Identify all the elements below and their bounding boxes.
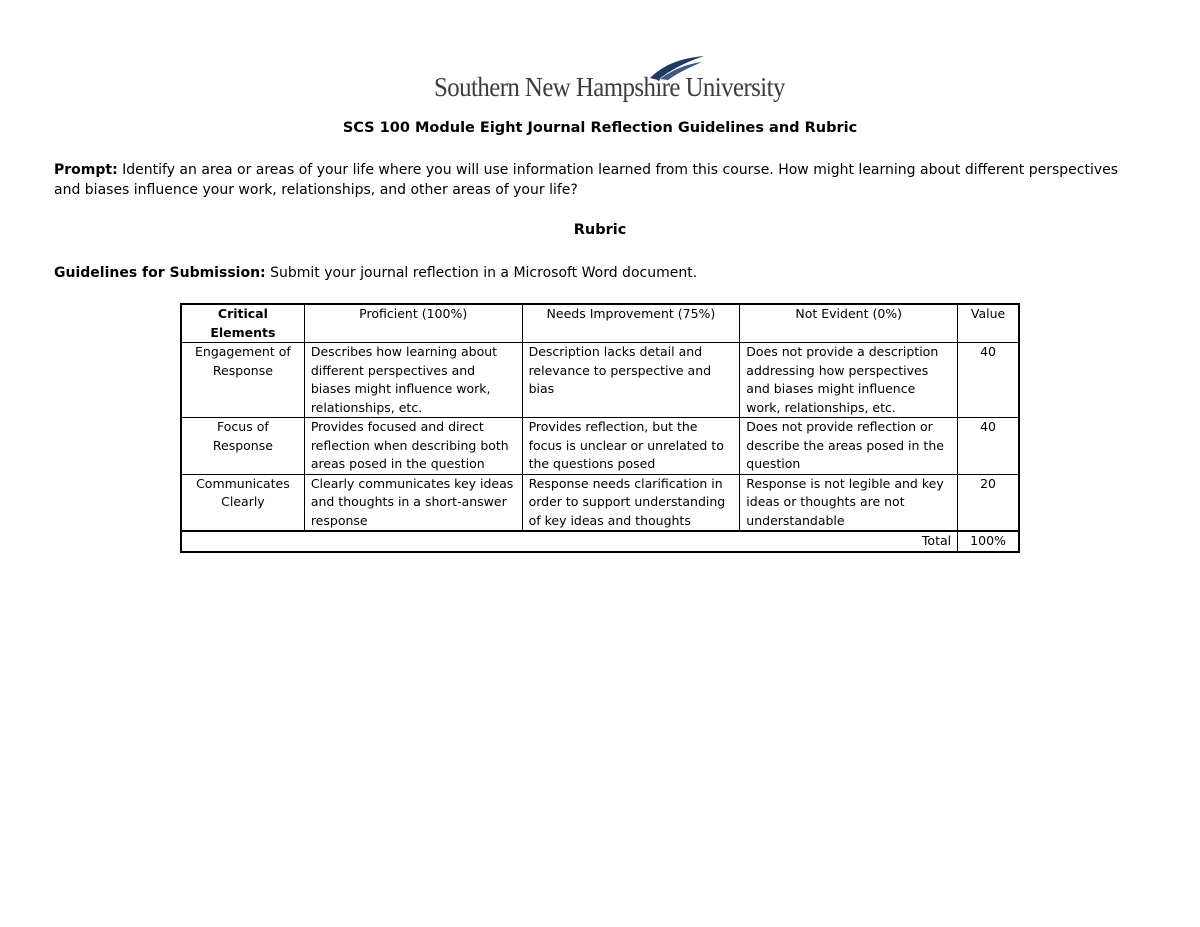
- prompt-paragraph: [54, 160, 1134, 200]
- column-header-needs-improvement: Needs Improvement (75%): [522, 304, 740, 343]
- column-header-proficient: Proficient (100%): [304, 304, 522, 343]
- table-row: [181, 343, 1019, 418]
- value-cell: 40: [958, 418, 1019, 475]
- prompt-text: Identify an area or areas of your life where you will use information learned from this course. How might learning about different perspectives and biases influence your work, relationships, and other areas of your life?: [54, 162, 1119, 198]
- column-header-value: Value: [958, 304, 1019, 343]
- table-row: [181, 474, 1019, 531]
- value-cell: 20: [958, 474, 1019, 531]
- rubric-table: [180, 303, 1020, 553]
- prompt-label: Prompt:: [54, 162, 118, 178]
- logo-wordmark: Southern New Hampshire University: [434, 72, 785, 102]
- not-evident-cell: Does not provide a description addressing how perspectives and biases might influence work, relationships, etc.: [740, 343, 958, 418]
- needs-improvement-cell: Provides reflection, but the focus is unclear or unrelated to the questions posed: [522, 418, 740, 475]
- proficient-cell: Describes how learning about different perspectives and biases might influence work, relationships, etc.: [304, 343, 522, 418]
- guidelines-text: Submit your journal reflection in a Microsoft Word document.: [265, 265, 698, 281]
- rubric-header-row: [181, 304, 1019, 343]
- guidelines-paragraph: [54, 263, 697, 283]
- total-row: [181, 531, 1019, 552]
- proficient-cell: Clearly communicates key ideas and thoughts in a short-answer response: [304, 474, 522, 531]
- value-cell: 40: [958, 343, 1019, 418]
- rubric-heading: Rubric: [573, 222, 627, 238]
- critical-element-cell: Communicates Clearly: [181, 474, 304, 531]
- column-header-critical-elements: Critical Elements: [181, 304, 304, 343]
- university-logo: [434, 54, 785, 104]
- critical-element-cell: Focus of Response: [181, 418, 304, 475]
- guidelines-label: Guidelines for Submission:: [54, 265, 266, 281]
- total-value: 100%: [958, 531, 1019, 552]
- not-evident-cell: Response is not legible and key ideas or thoughts are not understandable: [740, 474, 958, 531]
- proficient-cell: Provides focused and direct reflection when describing both areas posed in the question: [304, 418, 522, 475]
- document-title: SCS 100 Module Eight Journal Reflection Guidelines and Rubric: [342, 120, 858, 136]
- critical-element-cell: Engagement of Response: [181, 343, 304, 418]
- table-row: [181, 418, 1019, 475]
- total-label: Total: [181, 531, 958, 552]
- not-evident-cell: Does not provide reflection or describe the areas posed in the question: [740, 418, 958, 475]
- needs-improvement-cell: Description lacks detail and relevance to perspective and bias: [522, 343, 740, 418]
- needs-improvement-cell: Response needs clarification in order to support understanding of key ideas and thoughts: [522, 474, 740, 531]
- column-header-not-evident: Not Evident (0%): [740, 304, 958, 343]
